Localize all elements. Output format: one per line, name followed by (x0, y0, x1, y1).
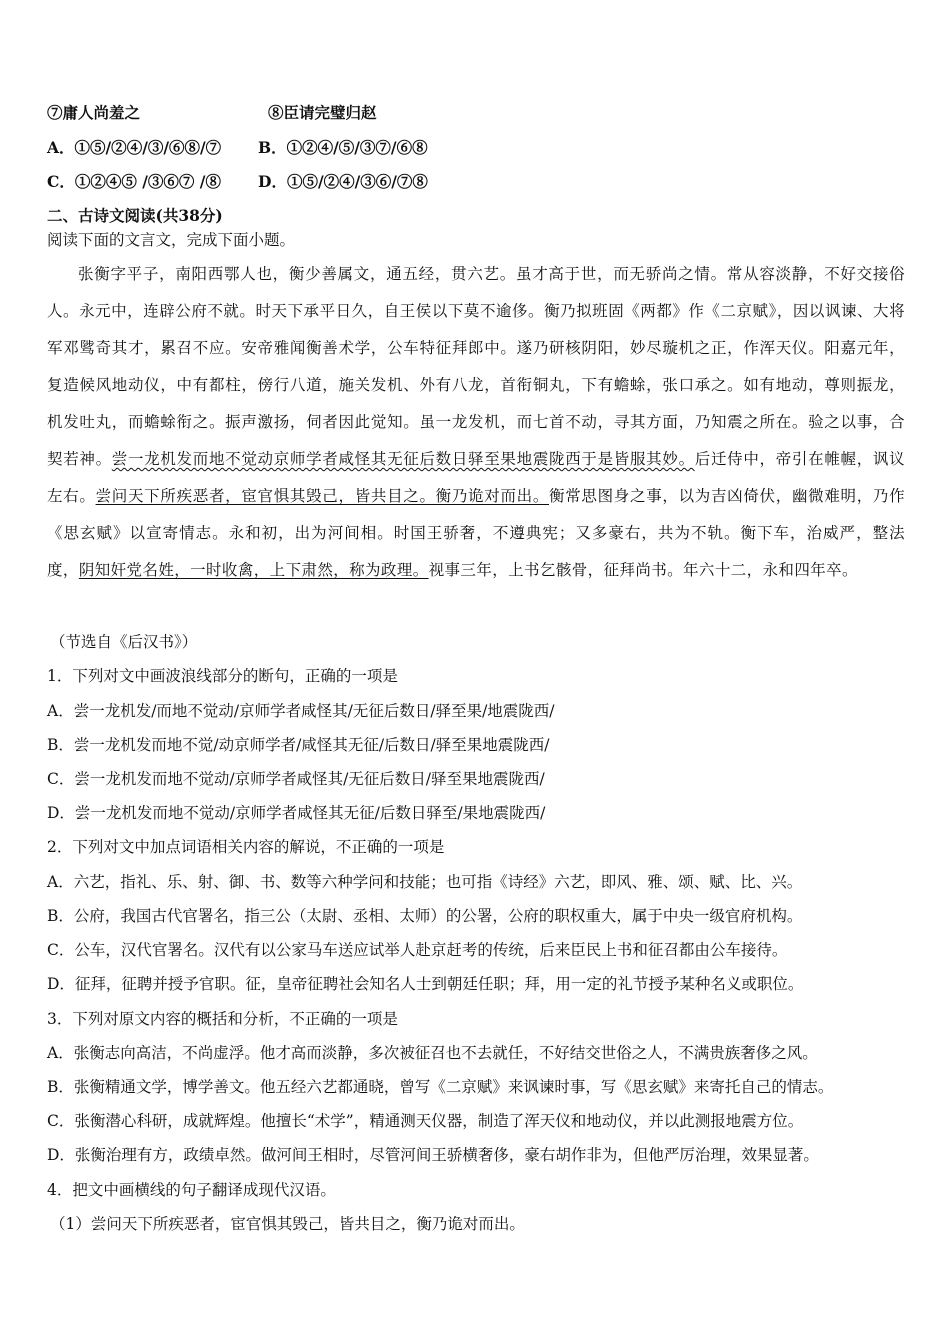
question-2-option-d: D．征拜，征聘并授予官职。征，皇帝征聘社会知名人士到朝廷任职；拜，用一定的礼节授予某种名义或职位。 (47, 975, 804, 993)
choice-a: A．①⑤/②④/③/⑥⑧/⑦ (47, 138, 222, 157)
question-3: 3．下列对原文内容的概括和分析，不正确的一项是 (47, 1010, 398, 1028)
passage-part-4: 视事三年，上书乞骸骨，征拜尚书。年六十二，永和四年卒。 (428, 561, 858, 579)
question-1-option-c: C．尝一龙机发而地不觉动/京师学者咸怪其/无征后数日/驿至果地震陇西/ (47, 770, 545, 788)
passage (47, 256, 905, 589)
choice-b: B．①②④/⑤/③⑦/⑥⑧ (258, 138, 428, 157)
passage-underline-1: 尝问天下所疾恶者，宦官惧其毁己，皆共目之。衡乃诡对而出。 (95, 487, 550, 505)
passage-part-3: 衡常思图身之事，以为吉凶倚伏，幽微难明，乃作《思玄赋》以宣寄情志。永和初，出为河间相。时国王骄奢，不遵典宪；又多豪右，共为不轨。衡下车，治威严，整法度， (47, 487, 906, 579)
question-2: 2．下列对文中加点词语相关内容的解说，不正确的一项是 (47, 838, 445, 856)
question-3-option-b: B．张衡精通文学，博学善文。他五经六艺都通晓，曾写《二京赋》来讽谏时事，写《思玄赋》来寄托自己的情志。 (47, 1078, 834, 1096)
question-1-option-b: B．尝一龙机发而地不觉/动京师学者/咸怪其无征/后数日/驿至果地震陇西/ (47, 736, 550, 754)
question-3-option-a: A．张衡志向高洁，不尚虚浮。他才高而淡静，多次被征召也不去就任，不好结交世俗之人，不满贵族奢侈之风。 (47, 1044, 818, 1062)
question-3-option-d: D．张衡治理有方，政绩卓然。做河间王相时，尽管河间王骄横奢侈，豪右胡作非为，但他严厉治理，效果显著。 (47, 1146, 819, 1164)
passage-wavy-sentence: 尝一龙机发而地不觉动京师学者咸怪其无征后数日驿至果地震陇西于是皆服其妙。 (111, 450, 695, 468)
section-heading: 二、古诗文阅读(共38分) (47, 206, 223, 225)
question-1-option-a: A．尝一龙机发/而地不觉动/京师学者咸怪其/无征后数日/驿至果/地震陇西/ (47, 702, 555, 720)
question-1: 1．下列对文中画波浪线部分的断句，正确的一项是 (47, 667, 398, 685)
choice-d: D．①⑤/②④/③⑥/⑦⑧ (258, 172, 428, 191)
passage-source: （节选自《后汉书》） (50, 633, 198, 651)
question-1-option-d: D．尝一龙机发而地不觉动/京师学者咸怪其无征/后数日驿至/果地震陇西/ (47, 804, 546, 822)
passage-part-2: 后迁侍中，帝引在帷幄，讽议左右。 (47, 450, 905, 505)
question-4-part-1: （1）尝问天下所疾恶者，宦官惧其毁己，皆共目之，衡乃诡对而出。 (50, 1215, 525, 1233)
passage-underline-2: 阴知奸党名姓，一时收禽，上下肃然，称为政理。 (78, 561, 429, 579)
passage-part-1: 张衡字平子，南阳西鄂人也，衡少善属文，通五经，贯六艺。虽才高于世，而无骄尚之情。常从容淡静，不好交接俗人。永元中，连辟公府不就。时天下承平日久，自王侯以下莫不逾侈。衡乃拟班固《两都》作《二京赋》，因以讽谏、大将军邓骘奇其才，累召不应。安帝雅闻衡善术学，公车特征拜郎中。遂乃研核阴阳，妙尽璇机之正，作浑天仪。阳嘉元年，复造候风地动仪，中有都柱，傍行八道，施关发机、外有八龙，首衔铜丸，下有蟾蜍，张口承之。如有地动，尊则振龙，机发吐丸，而蟾蜍衔之。振声激扬，伺者因此觉知。虽一龙发机，而七首不动，寻其方面，乃知震之所在。验之以事，合契若神。 (47, 265, 905, 468)
question-2-option-c: C．公车，汉代官署名。汉代有以公家马车送应试举人赴京赶考的传统，后来臣民上书和征召都由公车接待。 (47, 941, 788, 959)
option-item-7: ⑦庸人尚羞之 (47, 103, 141, 122)
choice-c: C．①②④⑤ /③⑥⑦ /⑧ (47, 172, 221, 191)
question-4: 4．把文中画横线的句子翻译成现代汉语。 (47, 1181, 336, 1199)
question-2-option-b: B．公府，我国古代官署名，指三公（太尉、丞相、太师）的公署，公府的职权重大，属于中央一级官府机构。 (47, 907, 803, 925)
question-2-option-a: A．六艺，指礼、乐、射、御、书、数等六种学问和技能；也可指《诗经》六艺，即风、雅、颂、赋、比、兴。 (47, 873, 803, 891)
question-3-option-c: C．张衡潜心科研，成就辉煌。他擅长“术学”，精通测天仪器，制造了浑天仪和地动仪，并以此测报地震方位。 (47, 1112, 804, 1130)
option-item-8: ⑧臣请完璧归赵 (268, 103, 377, 122)
section-instruction: 阅读下面的文言文，完成下面小题。 (47, 231, 296, 249)
